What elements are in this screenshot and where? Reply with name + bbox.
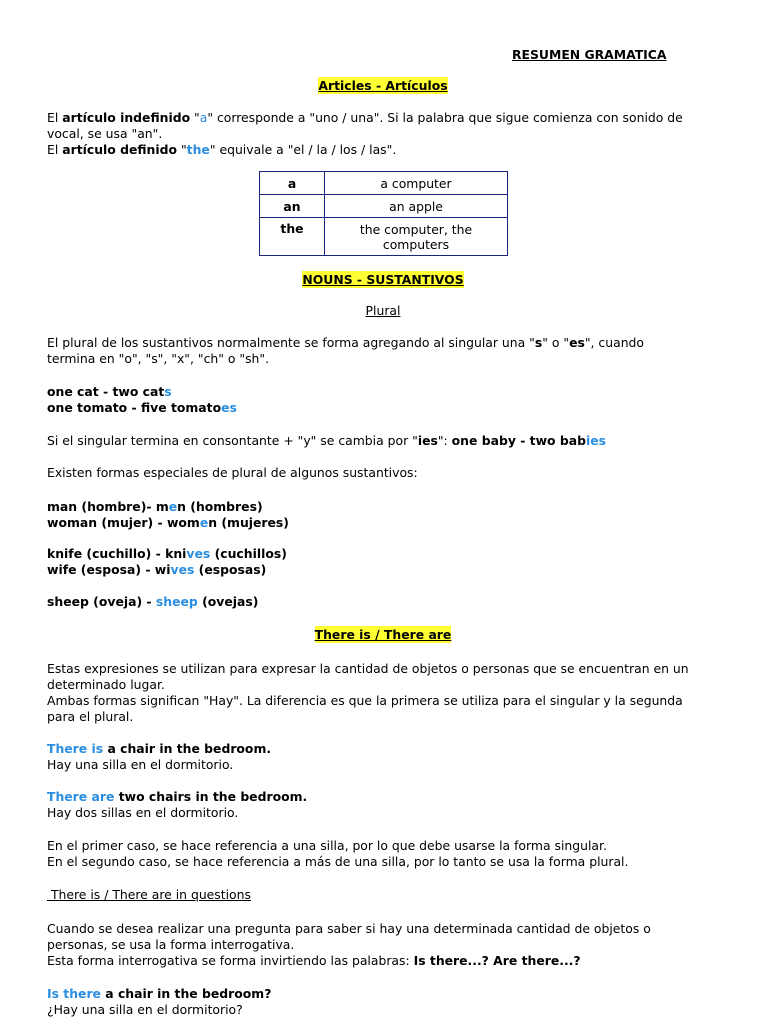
articles-table (259, 171, 508, 256)
articles-paragraph: El artículo indefinido "a" corresponde a "uno / una". Si la palabra que sigue comienza con sonido de vocal, se usa "an". El artículo definido "the" equivale a "el / la / los / las". (47, 110, 683, 157)
table-cell-example: a computer (325, 172, 508, 195)
irregular-examples-men: man (hombre)- men (hombres) woman (mujer) - women (mujeres) (47, 499, 289, 530)
nouns-heading: NOUNS - SUSTANTIVOS (302, 272, 464, 287)
table-cell-example: an apple (325, 195, 508, 218)
table-cell-example: the computer, the computers (325, 218, 508, 256)
plural-examples: one cat - two cats one tomato - five tomatoes (47, 384, 237, 415)
plural-subheading: Plural (365, 303, 401, 318)
plural-rule-paragraph: El plural de los sustantivos normalmente se forma agregando al singular una "s" o "es", cuando termina en "o", "s", "x", "ch" o "sh". (47, 335, 644, 366)
document-title: RESUMEN GRAMATICA (512, 47, 667, 62)
is-there-example: Is there a chair in the bedroom? ¿Hay una silla en el dormitorio? (47, 986, 272, 1017)
there-explanation: En el primer caso, se hace referencia a una silla, por lo que debe usarse la forma singular. En el segundo caso, se hace referencia a más de una silla, por lo tanto se usa la forma plural. (47, 838, 629, 869)
irregular-intro: Existen formas especiales de plural de algunos sustantivos: (47, 465, 418, 480)
table-row (260, 195, 508, 218)
table-cell-article: a (260, 172, 325, 195)
plural-y-rule: Si el singular termina en consontante + "y" se cambia por "ies": one baby - two babies (47, 433, 606, 448)
table-row (260, 172, 508, 195)
table-cell-article: the (260, 218, 325, 256)
there-is-example: There is a chair in the bedroom. Hay una silla en el dormitorio. (47, 741, 272, 772)
irregular-examples-ves: knife (cuchillo) - knives (cuchillos) wife (esposa) - wives (esposas) (47, 546, 287, 577)
table-row (260, 218, 508, 256)
there-intro-paragraph: Estas expresiones se utilizan para expresar la cantidad de objetos o personas que se encuentran en un determinado lugar. Ambas formas significan "Hay". La diferencia es que la primera se utiliza para el singular y la segunda para el plural. (47, 661, 689, 724)
questions-subheading: There is / There are in questions (47, 887, 251, 902)
there-heading: There is / There are (314, 627, 452, 642)
irregular-example-sheep: sheep (oveja) - sheep (ovejas) (47, 594, 259, 609)
there-are-example: There are two chairs in the bedroom. Hay dos sillas en el dormitorio. (47, 789, 308, 820)
articles-heading: Articles - Artículos (318, 78, 448, 93)
questions-paragraph: Cuando se desea realizar una pregunta para saber si hay una determinada cantidad de objetos o personas, se usa la forma interrogativa. Esta forma interrogativa se forma invirtiendo las palabras: Is there...? Are there...? (47, 921, 651, 968)
table-cell-article: an (260, 195, 325, 218)
